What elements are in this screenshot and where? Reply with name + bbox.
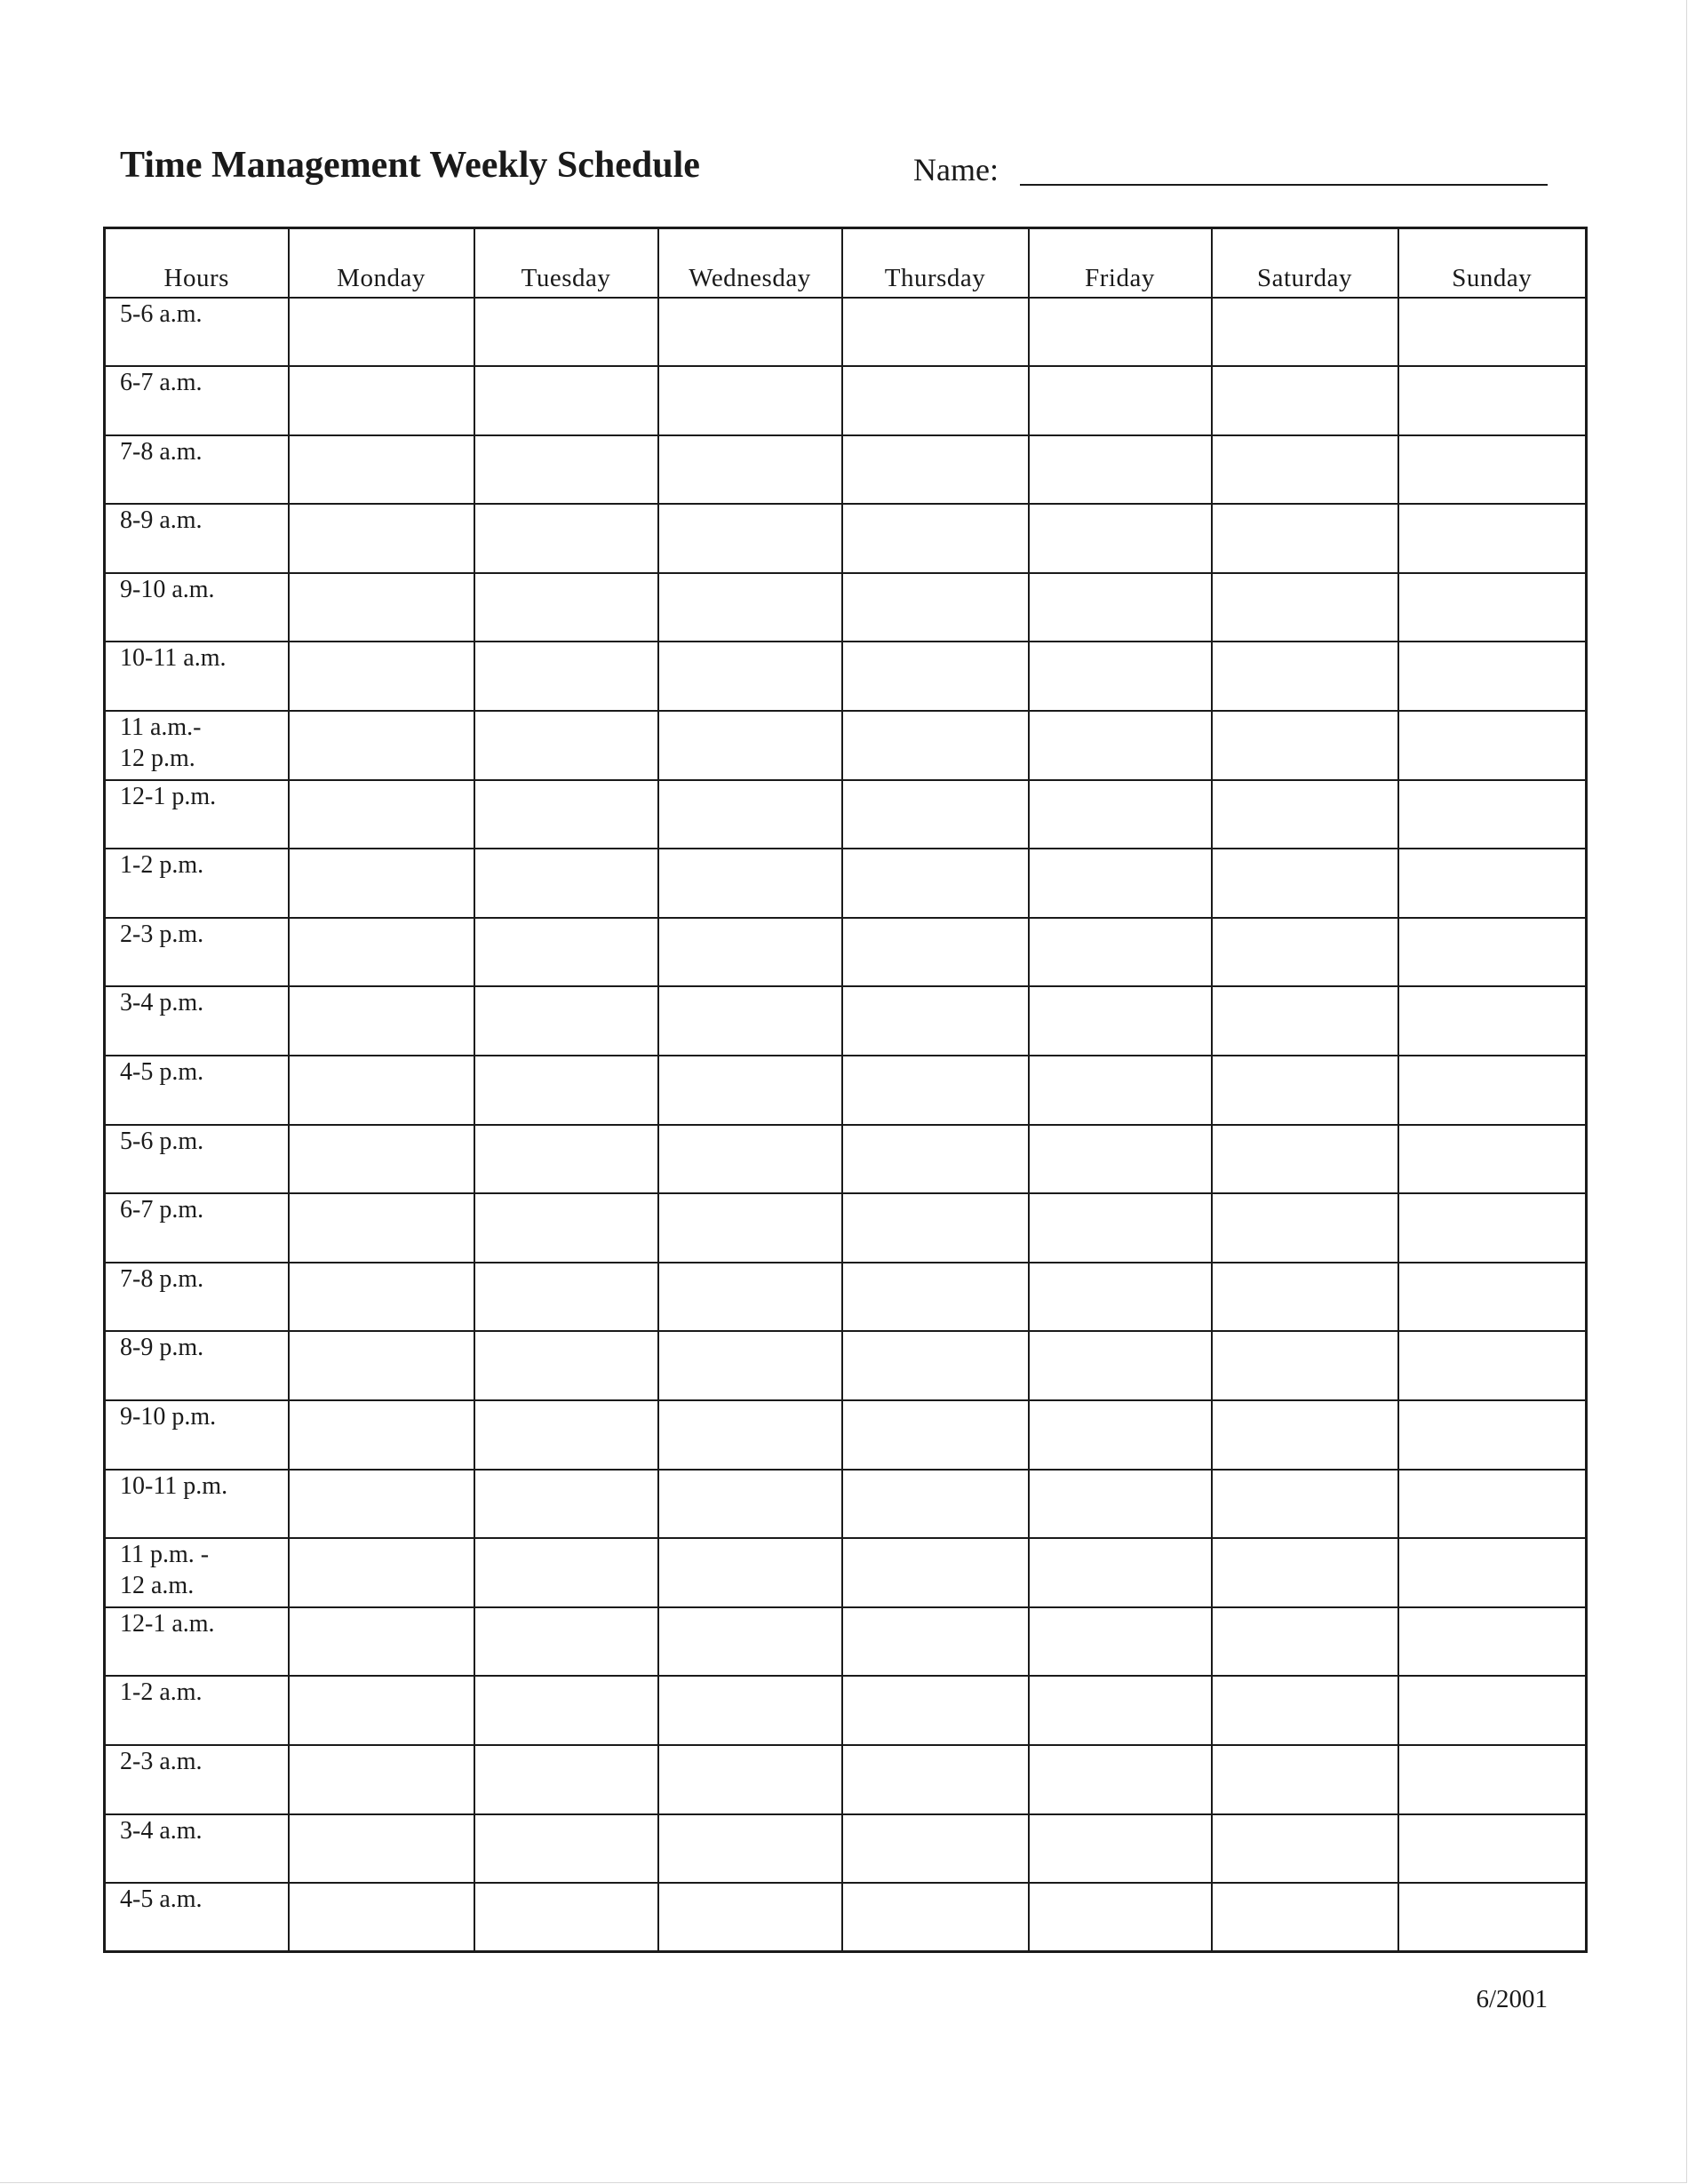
schedule-cell-tuesday[interactable] bbox=[474, 573, 658, 642]
name-label: Name: bbox=[913, 152, 999, 187]
schedule-cell-wednesday[interactable] bbox=[658, 366, 842, 435]
schedule-cell-wednesday[interactable] bbox=[658, 1470, 842, 1539]
schedule-cell-thursday[interactable] bbox=[842, 435, 1029, 505]
schedule-cell-wednesday[interactable] bbox=[658, 1263, 842, 1332]
schedule-cell-friday[interactable] bbox=[1029, 849, 1212, 918]
schedule-cell-thursday[interactable] bbox=[842, 1538, 1029, 1607]
schedule-cell-wednesday[interactable] bbox=[658, 642, 842, 711]
schedule-cell-thursday[interactable] bbox=[842, 1331, 1029, 1400]
column-header-friday: Friday bbox=[1029, 228, 1212, 298]
schedule-cell-monday[interactable] bbox=[289, 780, 474, 849]
hour-label bbox=[105, 780, 289, 849]
schedule-cell-monday[interactable] bbox=[289, 849, 474, 918]
hour-label bbox=[105, 1263, 289, 1332]
schedule-cell-saturday[interactable] bbox=[1212, 1883, 1398, 1952]
schedule-cell-friday[interactable] bbox=[1029, 573, 1212, 642]
table-row bbox=[105, 1056, 1587, 1125]
hour-label bbox=[105, 298, 289, 367]
schedule-cell-wednesday[interactable] bbox=[658, 780, 842, 849]
name-field[interactable] bbox=[1020, 184, 1548, 186]
schedule-cell-tuesday[interactable] bbox=[474, 1400, 658, 1470]
schedule-cell-monday[interactable] bbox=[289, 1883, 474, 1952]
schedule-cell-saturday[interactable] bbox=[1212, 1538, 1398, 1607]
schedule-cell-wednesday[interactable] bbox=[658, 1745, 842, 1814]
schedule-cell-sunday[interactable] bbox=[1398, 780, 1587, 849]
schedule-cell-tuesday[interactable] bbox=[474, 366, 658, 435]
hour-label-text: 7-8 p.m. bbox=[120, 1264, 204, 1293]
column-header-tuesday: Tuesday bbox=[474, 228, 658, 298]
schedule-cell-sunday[interactable] bbox=[1398, 573, 1587, 642]
table-row bbox=[105, 1470, 1587, 1539]
hour-label bbox=[105, 1814, 289, 1884]
schedule-cell-thursday[interactable] bbox=[842, 711, 1029, 780]
table-row bbox=[105, 435, 1587, 505]
schedule-cell-sunday[interactable] bbox=[1398, 435, 1587, 505]
column-header-thursday: Thursday bbox=[842, 228, 1029, 298]
schedule-cell-monday[interactable] bbox=[289, 1331, 474, 1400]
schedule-cell-thursday[interactable] bbox=[842, 849, 1029, 918]
schedule-cell-tuesday[interactable] bbox=[474, 1056, 658, 1125]
schedule-cell-tuesday[interactable] bbox=[474, 1125, 658, 1194]
schedule-cell-wednesday[interactable] bbox=[658, 1193, 842, 1263]
schedule-cell-saturday[interactable] bbox=[1212, 986, 1398, 1056]
hour-label-text: 6-7 a.m. bbox=[120, 369, 203, 397]
schedule-cell-sunday[interactable] bbox=[1398, 849, 1587, 918]
schedule-cell-wednesday[interactable] bbox=[658, 711, 842, 780]
schedule-body bbox=[105, 298, 1587, 1952]
schedule-cell-monday[interactable] bbox=[289, 1125, 474, 1194]
hour-label-text: 7-8 a.m. bbox=[120, 437, 203, 466]
hour-label bbox=[105, 1676, 289, 1745]
table-row bbox=[105, 1676, 1587, 1745]
schedule-cell-monday[interactable] bbox=[289, 1607, 474, 1677]
schedule-cell-tuesday[interactable] bbox=[474, 298, 658, 367]
schedule-cell-thursday[interactable] bbox=[842, 1263, 1029, 1332]
schedule-cell-tuesday[interactable] bbox=[474, 1607, 658, 1677]
table-row bbox=[105, 642, 1587, 711]
schedule-cell-tuesday[interactable] bbox=[474, 1331, 658, 1400]
schedule-cell-tuesday[interactable] bbox=[474, 1883, 658, 1952]
page-title: Time Management Weekly Schedule bbox=[120, 145, 700, 186]
hour-label bbox=[105, 504, 289, 573]
schedule-cell-wednesday[interactable] bbox=[658, 504, 842, 573]
schedule-cell-saturday[interactable] bbox=[1212, 1056, 1398, 1125]
schedule-cell-friday[interactable] bbox=[1029, 918, 1212, 987]
table-row bbox=[105, 780, 1587, 849]
hour-label-text: 12-1 a.m. bbox=[120, 1609, 215, 1638]
schedule-cell-sunday[interactable] bbox=[1398, 1676, 1587, 1745]
schedule-cell-thursday[interactable] bbox=[842, 1607, 1029, 1677]
schedule-cell-monday[interactable] bbox=[289, 642, 474, 711]
schedule-cell-monday[interactable] bbox=[289, 298, 474, 367]
table-row bbox=[105, 849, 1587, 918]
hour-label-text: 1-2 a.m. bbox=[120, 1678, 203, 1707]
hour-label bbox=[105, 573, 289, 642]
table-row bbox=[105, 1745, 1587, 1814]
weekly-schedule-table bbox=[103, 227, 1588, 1953]
schedule-cell-tuesday[interactable] bbox=[474, 780, 658, 849]
column-header-hours: Hours bbox=[105, 228, 289, 298]
hour-label-text: 1-2 p.m. bbox=[120, 851, 204, 880]
schedule-cell-wednesday[interactable] bbox=[658, 1883, 842, 1952]
schedule-cell-saturday[interactable] bbox=[1212, 780, 1398, 849]
table-row bbox=[105, 711, 1587, 780]
schedule-cell-thursday[interactable] bbox=[842, 1676, 1029, 1745]
hour-label bbox=[105, 1607, 289, 1677]
schedule-cell-sunday[interactable] bbox=[1398, 986, 1587, 1056]
schedule-cell-thursday[interactable] bbox=[842, 1056, 1029, 1125]
hour-label-text: 2-3 p.m. bbox=[120, 920, 204, 948]
schedule-cell-saturday[interactable] bbox=[1212, 1676, 1398, 1745]
schedule-cell-saturday[interactable] bbox=[1212, 1193, 1398, 1263]
table-row bbox=[105, 1883, 1587, 1952]
hour-label bbox=[105, 849, 289, 918]
schedule-cell-friday[interactable] bbox=[1029, 1745, 1212, 1814]
schedule-cell-saturday[interactable] bbox=[1212, 1331, 1398, 1400]
hour-label-text: 8-9 a.m. bbox=[120, 506, 203, 535]
schedule-cell-sunday[interactable] bbox=[1398, 1745, 1587, 1814]
schedule-cell-sunday[interactable] bbox=[1398, 298, 1587, 367]
schedule-cell-wednesday[interactable] bbox=[658, 298, 842, 367]
hour-label bbox=[105, 1331, 289, 1400]
table-row bbox=[105, 1263, 1587, 1332]
schedule-cell-saturday[interactable] bbox=[1212, 1607, 1398, 1677]
hour-label bbox=[105, 366, 289, 435]
schedule-cell-monday[interactable] bbox=[289, 1745, 474, 1814]
hour-label bbox=[105, 1125, 289, 1194]
schedule-cell-tuesday[interactable] bbox=[474, 1193, 658, 1263]
hour-label-text: 3-4 a.m. bbox=[120, 1816, 203, 1845]
table-row bbox=[105, 298, 1587, 367]
schedule-cell-wednesday[interactable] bbox=[658, 986, 842, 1056]
hour-label-text: 6-7 p.m. bbox=[120, 1196, 204, 1224]
hour-label-text: 10-11 a.m. bbox=[120, 644, 227, 673]
schedule-cell-monday[interactable] bbox=[289, 1056, 474, 1125]
schedule-cell-monday[interactable] bbox=[289, 435, 474, 505]
schedule-cell-tuesday[interactable] bbox=[474, 642, 658, 711]
schedule-cell-thursday[interactable] bbox=[842, 918, 1029, 987]
column-header-sunday: Sunday bbox=[1398, 228, 1587, 298]
schedule-cell-monday[interactable] bbox=[289, 918, 474, 987]
schedule-cell-wednesday[interactable] bbox=[658, 1125, 842, 1194]
revision-date: 6/2001 bbox=[1476, 1985, 1548, 2013]
table-row bbox=[105, 1607, 1587, 1677]
table-row bbox=[105, 366, 1587, 435]
schedule-cell-saturday[interactable] bbox=[1212, 1470, 1398, 1539]
schedule-cell-monday[interactable] bbox=[289, 1814, 474, 1884]
column-header-saturday: Saturday bbox=[1212, 228, 1398, 298]
schedule-cell-sunday[interactable] bbox=[1398, 366, 1587, 435]
schedule-cell-wednesday[interactable] bbox=[658, 1676, 842, 1745]
schedule-cell-wednesday[interactable] bbox=[658, 573, 842, 642]
hour-label-text: 3-4 p.m. bbox=[120, 989, 204, 1017]
table-row bbox=[105, 986, 1587, 1056]
schedule-cell-friday[interactable] bbox=[1029, 1331, 1212, 1400]
schedule-cell-saturday[interactable] bbox=[1212, 366, 1398, 435]
schedule-cell-sunday[interactable] bbox=[1398, 1400, 1587, 1470]
hour-label bbox=[105, 1538, 289, 1607]
schedule-cell-tuesday[interactable] bbox=[474, 1263, 658, 1332]
schedule-cell-thursday[interactable] bbox=[842, 366, 1029, 435]
schedule-cell-friday[interactable] bbox=[1029, 780, 1212, 849]
schedule-cell-sunday[interactable] bbox=[1398, 1125, 1587, 1194]
schedule-cell-friday[interactable] bbox=[1029, 1470, 1212, 1539]
schedule-cell-thursday[interactable] bbox=[842, 1814, 1029, 1884]
hour-label-text: 9-10 a.m. bbox=[120, 575, 215, 603]
schedule-cell-friday[interactable] bbox=[1029, 711, 1212, 780]
schedule-cell-monday[interactable] bbox=[289, 366, 474, 435]
table-row bbox=[105, 573, 1587, 642]
schedule-cell-saturday[interactable] bbox=[1212, 1263, 1398, 1332]
schedule-cell-monday[interactable] bbox=[289, 986, 474, 1056]
schedule-cell-friday[interactable] bbox=[1029, 1056, 1212, 1125]
schedule-cell-saturday[interactable] bbox=[1212, 849, 1398, 918]
schedule-cell-tuesday[interactable] bbox=[474, 504, 658, 573]
table-row bbox=[105, 1538, 1587, 1607]
schedule-cell-sunday[interactable] bbox=[1398, 504, 1587, 573]
schedule-cell-friday[interactable] bbox=[1029, 1263, 1212, 1332]
header-row bbox=[105, 228, 1587, 298]
schedule-cell-saturday[interactable] bbox=[1212, 298, 1398, 367]
schedule-cell-tuesday[interactable] bbox=[474, 918, 658, 987]
schedule-cell-thursday[interactable] bbox=[842, 1193, 1029, 1263]
schedule-cell-monday[interactable] bbox=[289, 1470, 474, 1539]
hour-label bbox=[105, 918, 289, 987]
schedule-cell-saturday[interactable] bbox=[1212, 435, 1398, 505]
schedule-cell-friday[interactable] bbox=[1029, 1607, 1212, 1677]
hour-label-text: 2-3 a.m. bbox=[120, 1747, 203, 1775]
schedule-cell-tuesday[interactable] bbox=[474, 1538, 658, 1607]
schedule-cell-saturday[interactable] bbox=[1212, 642, 1398, 711]
schedule-cell-thursday[interactable] bbox=[842, 1125, 1029, 1194]
schedule-cell-wednesday[interactable] bbox=[658, 1607, 842, 1677]
hour-label-text: 4-5 a.m. bbox=[120, 1885, 203, 1914]
schedule-cell-sunday[interactable] bbox=[1398, 1814, 1587, 1884]
schedule-cell-sunday[interactable] bbox=[1398, 1331, 1587, 1400]
schedule-cell-friday[interactable] bbox=[1029, 1676, 1212, 1745]
table-row bbox=[105, 1814, 1587, 1884]
schedule-cell-friday[interactable] bbox=[1029, 1400, 1212, 1470]
schedule-cell-sunday[interactable] bbox=[1398, 1263, 1587, 1332]
table-row bbox=[105, 918, 1587, 987]
schedule-cell-sunday[interactable] bbox=[1398, 1470, 1587, 1539]
hour-label-text: 11 a.m.- 12 p.m. bbox=[120, 713, 202, 773]
hour-label bbox=[105, 986, 289, 1056]
schedule-cell-wednesday[interactable] bbox=[658, 1814, 842, 1884]
schedule-cell-thursday[interactable] bbox=[842, 986, 1029, 1056]
hour-label bbox=[105, 435, 289, 505]
schedule-cell-thursday[interactable] bbox=[842, 1400, 1029, 1470]
table-row bbox=[105, 1331, 1587, 1400]
schedule-cell-monday[interactable] bbox=[289, 1400, 474, 1470]
table-row bbox=[105, 1125, 1587, 1194]
column-header-monday: Monday bbox=[289, 228, 474, 298]
schedule-cell-thursday[interactable] bbox=[842, 1883, 1029, 1952]
schedule-cell-friday[interactable] bbox=[1029, 1883, 1212, 1952]
schedule-cell-thursday[interactable] bbox=[842, 504, 1029, 573]
table-row bbox=[105, 1193, 1587, 1263]
schedule-cell-tuesday[interactable] bbox=[474, 849, 658, 918]
hour-label-text: 12-1 p.m. bbox=[120, 782, 217, 810]
schedule-cell-friday[interactable] bbox=[1029, 435, 1212, 505]
schedule-cell-wednesday[interactable] bbox=[658, 435, 842, 505]
schedule-cell-saturday[interactable] bbox=[1212, 573, 1398, 642]
schedule-cell-tuesday[interactable] bbox=[474, 711, 658, 780]
schedule-cell-thursday[interactable] bbox=[842, 780, 1029, 849]
schedule-cell-wednesday[interactable] bbox=[658, 849, 842, 918]
schedule-cell-wednesday[interactable] bbox=[658, 1538, 842, 1607]
hour-label bbox=[105, 711, 289, 780]
schedule-cell-sunday[interactable] bbox=[1398, 1056, 1587, 1125]
column-header-wednesday: Wednesday bbox=[658, 228, 842, 298]
schedule-cell-thursday[interactable] bbox=[842, 573, 1029, 642]
hour-label-text: 5-6 p.m. bbox=[120, 1127, 204, 1155]
schedule-cell-friday[interactable] bbox=[1029, 504, 1212, 573]
hour-label bbox=[105, 1193, 289, 1263]
hour-label bbox=[105, 1883, 289, 1952]
schedule-cell-wednesday[interactable] bbox=[658, 918, 842, 987]
hour-label bbox=[105, 1470, 289, 1539]
schedule-cell-friday[interactable] bbox=[1029, 1193, 1212, 1263]
schedule-cell-thursday[interactable] bbox=[842, 1470, 1029, 1539]
schedule-cell-sunday[interactable] bbox=[1398, 1883, 1587, 1952]
hour-label-text: 9-10 p.m. bbox=[120, 1403, 217, 1431]
schedule-cell-sunday[interactable] bbox=[1398, 1607, 1587, 1677]
schedule-cell-friday[interactable] bbox=[1029, 1814, 1212, 1884]
hour-label-text: 5-6 a.m. bbox=[120, 299, 203, 328]
schedule-cell-wednesday[interactable] bbox=[658, 1056, 842, 1125]
schedule-cell-friday[interactable] bbox=[1029, 986, 1212, 1056]
schedule-cell-sunday[interactable] bbox=[1398, 711, 1587, 780]
schedule-cell-monday[interactable] bbox=[289, 711, 474, 780]
schedule-cell-saturday[interactable] bbox=[1212, 1125, 1398, 1194]
schedule-cell-tuesday[interactable] bbox=[474, 986, 658, 1056]
hour-label bbox=[105, 1400, 289, 1470]
schedule-cell-saturday[interactable] bbox=[1212, 504, 1398, 573]
schedule-cell-friday[interactable] bbox=[1029, 1125, 1212, 1194]
schedule-cell-monday[interactable] bbox=[289, 1263, 474, 1332]
schedule-cell-sunday[interactable] bbox=[1398, 1193, 1587, 1263]
schedule-cell-sunday[interactable] bbox=[1398, 1538, 1587, 1607]
schedule-cell-saturday[interactable] bbox=[1212, 918, 1398, 987]
hour-label bbox=[105, 1745, 289, 1814]
schedule-cell-thursday[interactable] bbox=[842, 642, 1029, 711]
hour-label-text: 10-11 p.m. bbox=[120, 1471, 228, 1500]
schedule-cell-thursday[interactable] bbox=[842, 298, 1029, 367]
schedule-cell-tuesday[interactable] bbox=[474, 1814, 658, 1884]
schedule-cell-friday[interactable] bbox=[1029, 366, 1212, 435]
schedule-cell-monday[interactable] bbox=[289, 1193, 474, 1263]
schedule-cell-tuesday[interactable] bbox=[474, 1745, 658, 1814]
schedule-cell-friday[interactable] bbox=[1029, 298, 1212, 367]
schedule-cell-thursday[interactable] bbox=[842, 1745, 1029, 1814]
schedule-cell-friday[interactable] bbox=[1029, 642, 1212, 711]
schedule-cell-friday[interactable] bbox=[1029, 1538, 1212, 1607]
schedule-cell-monday[interactable] bbox=[289, 1538, 474, 1607]
hour-label bbox=[105, 1056, 289, 1125]
schedule-cell-tuesday[interactable] bbox=[474, 435, 658, 505]
schedule-cell-wednesday[interactable] bbox=[658, 1331, 842, 1400]
hour-label-text: 4-5 p.m. bbox=[120, 1058, 204, 1087]
hour-label-text: 8-9 p.m. bbox=[120, 1334, 204, 1362]
schedule-cell-monday[interactable] bbox=[289, 1676, 474, 1745]
schedule-cell-saturday[interactable] bbox=[1212, 1745, 1398, 1814]
hour-label bbox=[105, 642, 289, 711]
table-row bbox=[105, 504, 1587, 573]
schedule-cell-wednesday[interactable] bbox=[658, 1400, 842, 1470]
schedule-cell-saturday[interactable] bbox=[1212, 1400, 1398, 1470]
table-row bbox=[105, 1400, 1587, 1470]
schedule-cell-tuesday[interactable] bbox=[474, 1470, 658, 1539]
schedule-cell-sunday[interactable] bbox=[1398, 642, 1587, 711]
schedule-cell-monday[interactable] bbox=[289, 504, 474, 573]
schedule-cell-monday[interactable] bbox=[289, 573, 474, 642]
schedule-cell-sunday[interactable] bbox=[1398, 918, 1587, 987]
schedule-cell-saturday[interactable] bbox=[1212, 711, 1398, 780]
schedule-cell-tuesday[interactable] bbox=[474, 1676, 658, 1745]
hour-label-text: 11 p.m. - 12 a.m. bbox=[120, 1541, 210, 1600]
schedule-cell-saturday[interactable] bbox=[1212, 1814, 1398, 1884]
